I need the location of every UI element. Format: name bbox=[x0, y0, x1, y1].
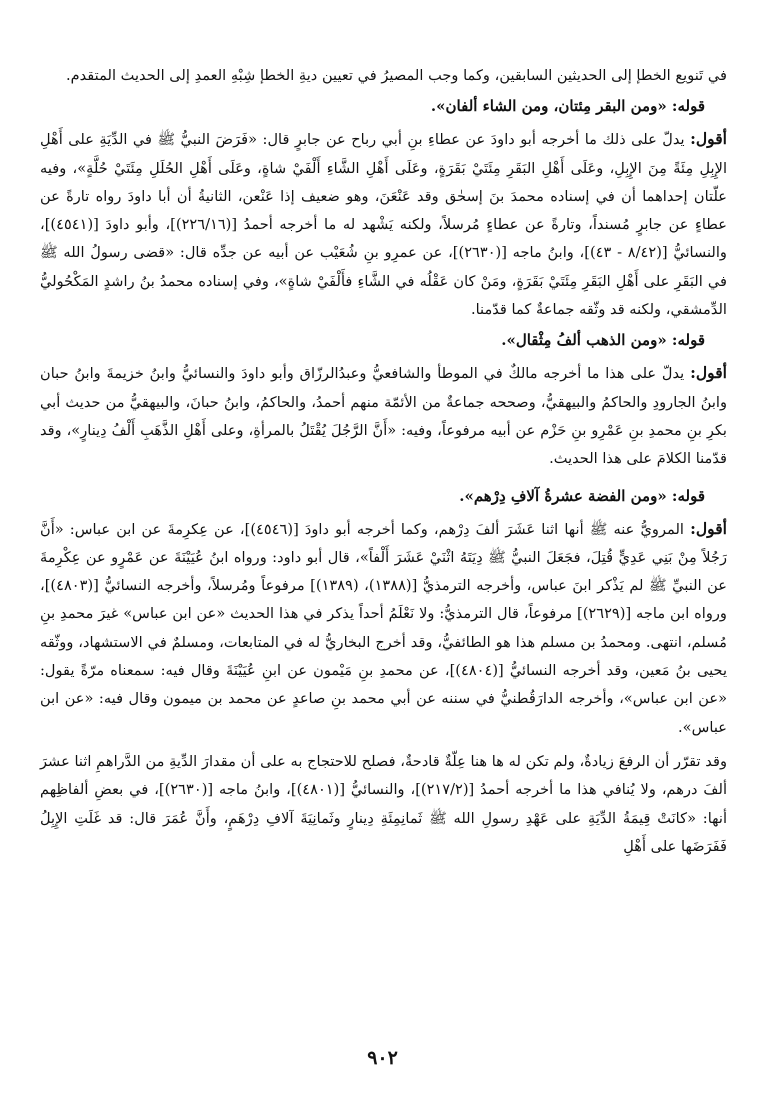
paragraph bbox=[40, 62, 727, 90]
paragraph-text: يدلّ على هذا ما أخرجه مالكٌ في الموطأ والشافعيُّ وعبدُالرزّاق وأبو داودَ والنسائيُّ وابنُ خزيمةَ وابنُ حبان وابنُ الجارودِ والحاكمُ والبيهقيُّ، وصححه جماعةٌ من الأئمّة منهم أحمدُ، والحاكمُ، وابنُ حبانَ، والبيهقيُّ من حديث أبي بكرِ بنِ محمدِ بنِ عَمْرِو بنِ حَزْم عن أبيه مرفوعاً، وفيه: «أَنَّ الرَّجُلَ يُقْتَلُ بالمرأةِ، وعلى أَهْلِ الذَّهَبِ أَلْفُ دِينارٍ»، وقد قدّمنا الكلامَ على هذا الحديث. bbox=[40, 365, 727, 468]
paragraph-lead: أقول: bbox=[690, 129, 728, 149]
paragraph bbox=[40, 748, 727, 861]
paragraph-spacer bbox=[40, 474, 727, 480]
section-heading: قوله: «ومن الذهب ألفُ مِثْقال». bbox=[501, 331, 705, 350]
paragraph bbox=[40, 359, 727, 473]
main-text bbox=[40, 62, 727, 861]
paragraph-lead: أقول: bbox=[690, 518, 727, 538]
paragraph bbox=[40, 515, 727, 742]
section-heading: قوله: «ومن البقر مِئتان، ومن الشاء ألفان». bbox=[430, 97, 705, 116]
paragraph bbox=[40, 125, 727, 324]
paragraph-text: في تَنويع الخطإ إلى الحديثين السابقين، وكما وجب المصيرُ في تعيين ديةِ الخطإ شِبْهِ العمدِ إلى الحديث المتقدم. bbox=[65, 67, 727, 84]
paragraph-text: يدلّ على ذلك ما أخرجه أبو داودَ عن عطاءِ بنِ أبي رباح عن جابرٍ قال: «فَرَضَ النبيُّ ﷺ في الدِّيَةِ على أَهْلِ الإِبِلِ مِئَةً مِنَ الإِبِلِ، وعَلَى أَهْلِ البَقَرِ مِئَتَيْ بَقَرَةٍ، وعَلَى أَهْلِ الشَّاءِ أَلْفَيْ شاةٍ، وعَلَى أَهْلِ الحُلَلِ مِئَتَيْ حُلَّةٍ»، وفيه علّتان إحداهما أن في إسناده محمدَ بنَ إسحٰق وقد عَنْعَنَ، وهو ضعيف إذا عَنْعن، الثانيةُ أن أبا داودَ رواه تارةً عن عطاءٍ عن جابرٍ مُسنداً، وتارةً عن عطاءٍ مُرسلاً، ولكنه يَشْهد له ما أخرجه أحمدُ [(٢٢٦/١٦)]، وأبو داودَ [(٤٥٤١)]، والنسائيُّ [(٨/٤٢ - ٤٣)]، وابنُ ماجه [(٢٦٣٠)]، عن عمرِو بنِ شُعَيْب عن أبيه عن جدِّه قال: «قضى رسولُ الله ﷺ في البَقَرِ على أَهْلِ البَقَرِ مِئَتَيْ بَقَرَةٍ، ومَنْ كان عَقْلُه في الشَّاءِ فأَلْفَيْ شاةٍ»، وفي إسناده محمدُ بنُ راشدٍ المَكْحُوليُّ الدِّمشقي، ولكنه قد وثّقه جماعةٌ كما قدّمنا. bbox=[40, 131, 727, 319]
section-heading: قوله: «ومن الفضة عشرةُ آلافِ دِرْهم». bbox=[459, 486, 705, 505]
paragraph-lead: أقول: bbox=[690, 363, 727, 383]
page-number: ٩٠٢ bbox=[367, 1047, 398, 1069]
paragraph-text: المرويُّ عنه ﷺ أنها اثنا عَشَرَ ألفَ دِرْهم، وكما أخرجه أبو داودَ [(٤٥٤٦)]، عن عِكرِمةَ عن ابن عباس: «أَنَّ رَجُلاً مِنْ بَنِي عَدِيٍّ قُتِلَ، فجَعَلَ النبيُّ ﷺ دِيَتَهُ اثْنَيْ عَشَرَ أَلْفاً»، قال أبو داود: ورواه ابنُ عُيَيْنَةَ عن عَمْرٍو عن عِكْرِمةَ عن النبيِّ ﷺ لم يَذْكر ابنَ عباس، وأخرجه الترمذيُّ [(١٣٨٨)، (١٣٨٩)] مرفوعاً ومُرسلاً، وأخرجه النسائيُّ [(٤٨٠٣)]، ورواه ابن ماجه [(٢٦٢٩)] مرفوعاً، قال الترمذيُّ: ولا نَعْلَمُ أحداً يذكر في هذا الحديث «عن ابن عباس» غيرَ محمدِ بنِ مُسلم، انتهى. ومحمدُ بن مسلم هذا هو الطائفيُّ، وقد أخرج البخاريُّ له في المتابعات، ومسلمٌ في الاستشهاد، ووثّقه يحيى بنُ مَعين، وقد أخرجه النسائيُّ [(٤٨٠٤)]، عن محمدِ بنِ مَيْمون عن ابنِ عُيَيْنَةَ وقال فيه: سمعناه مرّةً يقول: «عن ابن عباس»، وأخرجه الدارَقُطنيُّ في سننه عن أبي محمد بنِ صاعدٍ عن محمد بن ميمون وقال فيه: «عن ابن عباس». bbox=[40, 520, 728, 736]
paragraph-text: وقد تقرّر أن الرفعَ زيادةٌ، ولم تكن له ها هنا عِلّةٌ قادحةٌ، فصلح للاحتجاج به على أن مقدارَ الدِّيةِ من الدَّراهمِ اثنا عشرَ ألفَ درهم، ولا يُنافي هذا ما أخرجه أحمدُ [(٢١٧/٢)]، والنسائيُّ [(٤٨٠١)]، وابنُ ماجه [(٢٦٣٠)]، في بعضِ ألفاظِهم أنها: «كانَتْ قِيمَةُ الدِّيَةِ على عَهْدِ رسولِ الله ﷺ ثَمانِمِئَةِ دِينارٍ وثَمانِيَةَ آلافِ دِرْهَمٍ، وأَنَّ عُمَرَ قال: قد غَلَتِ الإِبِلُ فَفَرَضَها على أَهْلِ bbox=[40, 752, 727, 855]
